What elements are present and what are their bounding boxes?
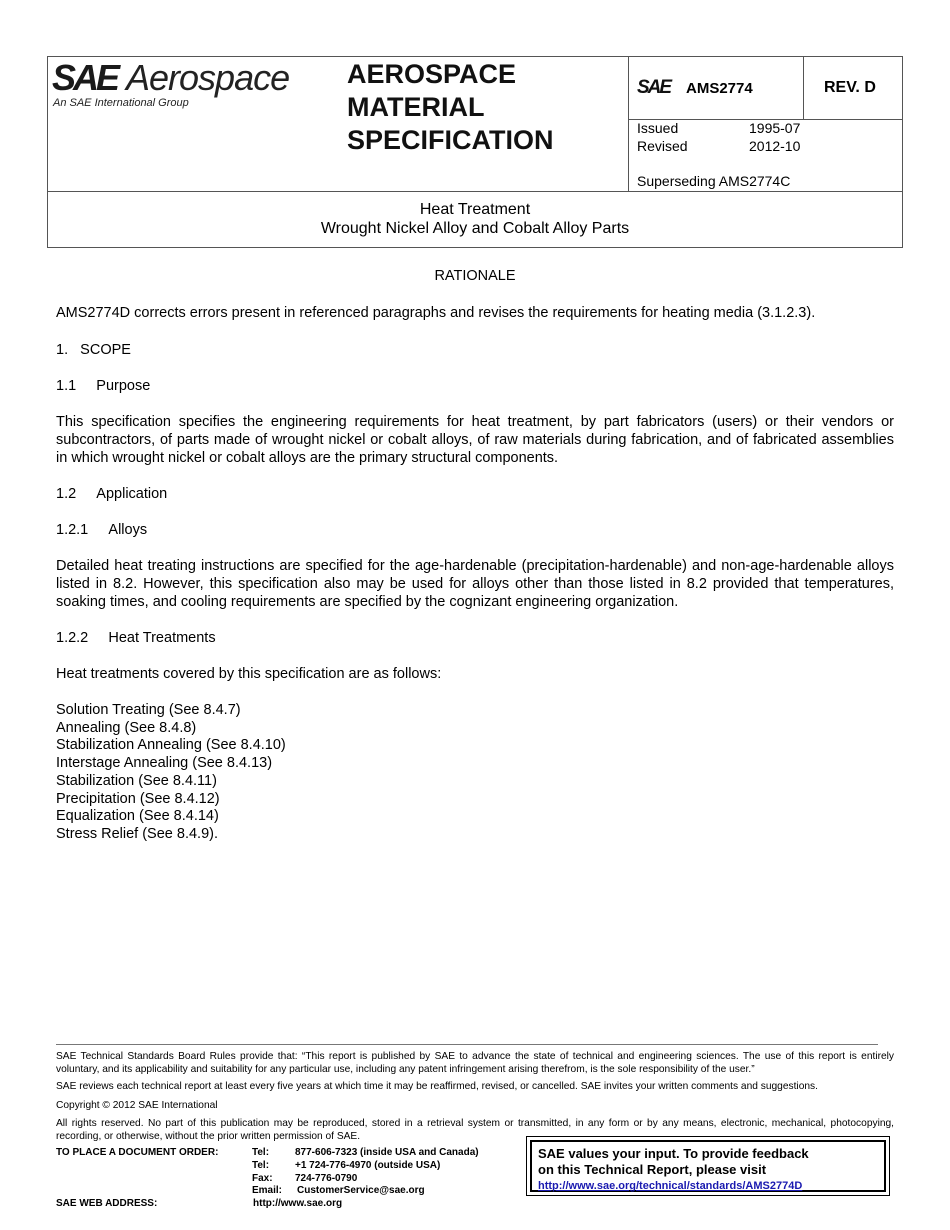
- logo-subtitle: An SAE International Group: [53, 97, 189, 109]
- title-line-2: MATERIAL: [347, 92, 485, 122]
- list-item: Interstage Annealing (See 8.4.13): [56, 755, 273, 772]
- order-label: TO PLACE A DOCUMENT ORDER:: [56, 1147, 219, 1158]
- document-type-title: [347, 58, 554, 157]
- fax-value: 724-776-0790: [295, 1173, 358, 1184]
- subject-line-1: Heat Treatment: [419, 201, 531, 218]
- rights-note: All rights reserved. No part of this publication may be reproduced, stored in a retrieval system or transmitted, in any form or by any means, electronic, mechanical, photocopying, recording, or otherwise, without the prior written permission of SAE.: [56, 1118, 894, 1142]
- copyright-note: Copyright © 2012 SAE International: [56, 1100, 218, 1111]
- heat-treatments-intro: Heat treatments covered by this specification are as follows:: [56, 666, 442, 682]
- scope-heading: 1. SCOPE: [56, 342, 131, 358]
- purpose-text: This specification specifies the engineering requirements for heat treatment, by part fabricators (users) or their vendors or subcontractors, of parts made of wrought nickel or cobalt alloys, of raw materials during fabrication, and of fabricated assemblies in which wrought nickel or cobalt alloys are the primary structural components.: [56, 414, 894, 466]
- feedback-message: [538, 1146, 809, 1178]
- header-divider-vertical: [628, 57, 629, 191]
- list-item: Precipitation (See 8.4.12): [56, 790, 220, 807]
- application-heading: 1.2 Application: [56, 486, 168, 502]
- list-item: Annealing (See 8.4.8): [56, 719, 197, 736]
- feedback-link[interactable]: http://www.sae.org/technical/standards/AMS2774D: [538, 1180, 803, 1192]
- web-address-value: http://www.sae.org: [253, 1198, 343, 1209]
- rationale-heading: RATIONALE: [434, 268, 516, 284]
- list-item: Solution Treating (See 8.4.7): [56, 702, 241, 718]
- list-item: Equalization (See 8.4.14): [56, 808, 219, 825]
- title-line-1: AEROSPACE: [347, 59, 517, 89]
- revised-date: 2012-10: [749, 138, 801, 154]
- tel2-label: Tel:: [252, 1160, 270, 1171]
- feedback-box: [526, 1136, 890, 1196]
- alloys-text: Detailed heat treating instructions are specified for the age-hardenable (precipitation-hardenable) and non-age-hardenable alloys listed in 8.2. However, this specification also may be used for alloys other than those listed in 8.2 provided that temperatures, soaking times, and cooling requirements are specified by the cognizant engineering organization.: [56, 558, 894, 610]
- revised-label: Revised: [637, 138, 688, 154]
- document-subject: [47, 200, 903, 238]
- purpose-heading: 1.1 Purpose: [56, 378, 151, 394]
- logo-word: Aerospace: [126, 57, 290, 98]
- fax-label: Fax:: [252, 1173, 273, 1184]
- sae-aerospace-logo: [52, 57, 312, 120]
- revision-label: REV. D: [824, 79, 876, 96]
- list-item: Stabilization Annealing (See 8.4.10): [56, 737, 286, 754]
- alloys-heading: 1.2.1 Alloys: [56, 522, 148, 538]
- superseding-note: Superseding AMS2774C: [637, 173, 791, 189]
- tel-value: 877-606-7323 (inside USA and Canada): [295, 1147, 479, 1158]
- tel-label: Tel:: [252, 1147, 270, 1158]
- heat-treatments-list: [56, 702, 286, 844]
- footer-divider: [56, 1044, 878, 1045]
- issued-label: Issued: [637, 120, 679, 136]
- logo-brand: SAE: [52, 57, 118, 98]
- rationale-text: AMS2774D corrects errors present in referenced paragraphs and revises the requirements for heating media (3.1.2.3).: [56, 305, 816, 321]
- feedback-box-inner: [530, 1140, 886, 1192]
- list-item: Stabilization (See 8.4.11): [56, 772, 217, 789]
- sae-small-logo: SAE: [637, 77, 671, 98]
- feedback-line-1: SAE values your input. To provide feedback: [538, 1146, 809, 1161]
- list-item: Stress Relief (See 8.4.9).: [56, 825, 218, 842]
- document-number: AMS2774: [686, 80, 753, 97]
- feedback-line-2: on this Technical Report, please visit: [538, 1162, 767, 1177]
- issued-date: 1995-07: [749, 120, 801, 136]
- heat-treatments-heading: 1.2.2 Heat Treatments: [56, 630, 216, 646]
- standards-board-rules: SAE Technical Standards Board Rules provide that: “This report is published by SAE to advance the state of technical and engineering sciences. The use of this report is entirely voluntary, and its applicability and suitability for any particular use, including any patent infringement arising therefrom, is the sole responsibility of the user.”: [56, 1051, 894, 1075]
- email-label: Email:: [252, 1185, 283, 1196]
- title-line-3: SPECIFICATION: [347, 125, 554, 155]
- web-address-label: SAE WEB ADDRESS:: [56, 1198, 158, 1209]
- review-note: SAE reviews each technical report at least every five years at which time it may be reaffirmed, revised, or cancelled. SAE invites your written comments and suggestions.: [56, 1081, 818, 1092]
- subject-line-2: Wrought Nickel Alloy and Cobalt Alloy Parts: [320, 220, 630, 237]
- tel2-value: +1 724-776-4970 (outside USA): [295, 1160, 441, 1171]
- header-divider-vertical-rev: [803, 57, 804, 119]
- header-divider-subject: [48, 191, 903, 192]
- email-value: CustomerService@sae.org: [297, 1185, 425, 1196]
